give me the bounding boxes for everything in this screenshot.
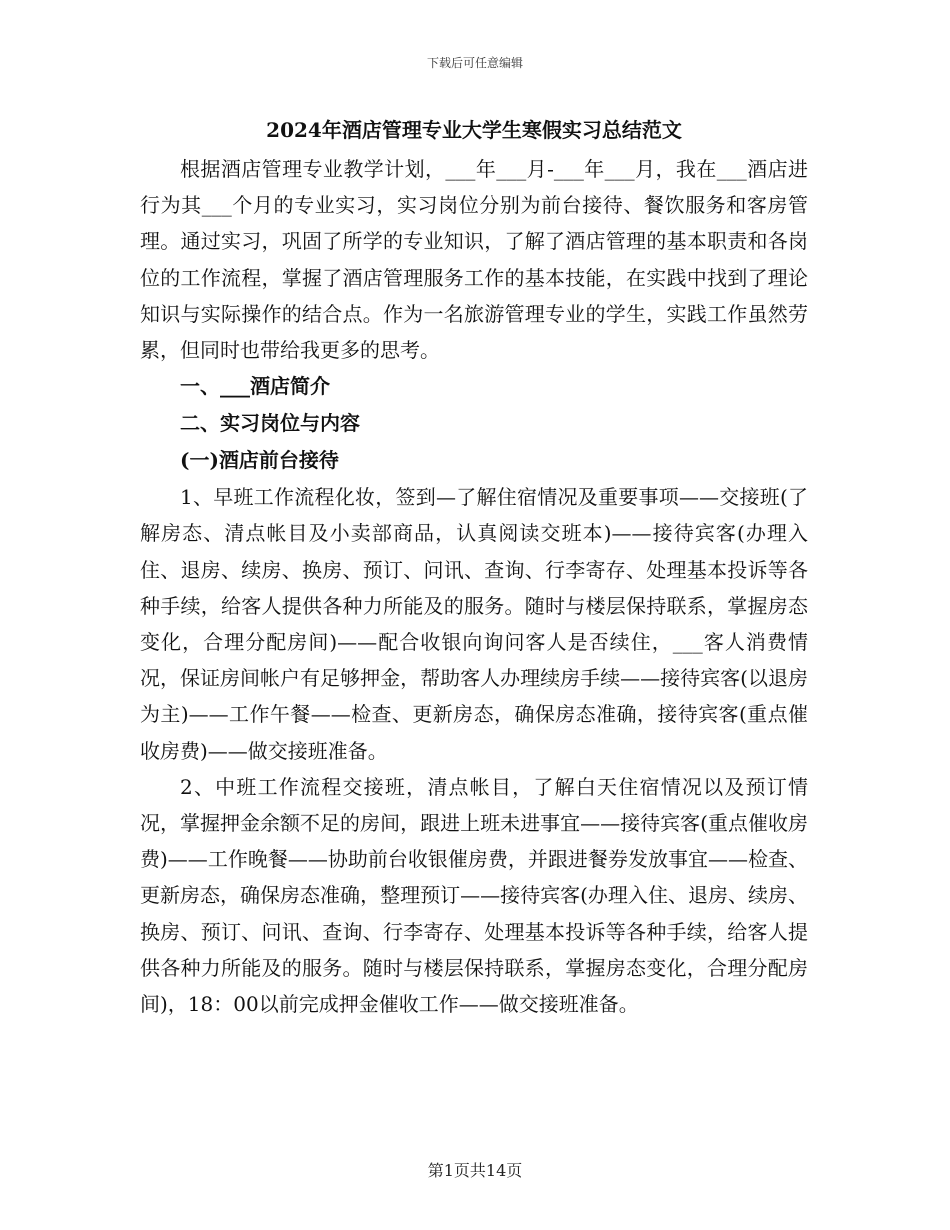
paragraph-morning-shift: 1、早班工作流程化妆，签到—了解住宿情况及重要事项——交接班(了解房态、清点帐目及小卖部商品，认真阅读交班本)——接待宾客(办理入住、退房、续房、换房、预订、问讯、查询、行李寄存、处理基本投诉等各种手续，给客人提供各种力所能及的服务。随时与楼层保持联系，掌握房态变化，合理分配房间)——配合收银向询问客人是否续住，___客人消费情况，保证房间帐户有足够押金，帮助客人办理续房手续——接待宾客(以退房为主)——工作午餐——检查、更新房态，确保房态准确，接待宾客(重点催收房费)——做交接班准备。 (140, 485, 808, 763)
document-title: 2024年酒店管理专业大学生寒假实习总结范文 (266, 118, 682, 142)
section-heading-internship: 二、实习岗位与内容 (180, 411, 360, 436)
intro-paragraph: 根据酒店管理专业教学计划，___年___月-___年___月，我在___酒店进行为其___个月的专业实习，实习岗位分别为前台接待、餐饮服务和客房管理。通过实习，巩固了所学的专业知识，了解了酒店管理的基本职责和各岗位的工作流程，掌握了酒店管理服务工作的基本技能，在实践中找到了理论知识与实际操作的结合点。作为一名旅游管理专业的学生，实践工作虽然劳累，但同时也带给我更多的思考。 (140, 157, 808, 363)
subsection-heading-front-desk: (一)酒店前台接待 (180, 448, 339, 473)
page-number: 第1页共14页 (427, 1161, 523, 1180)
section-heading-hotel-intro: 一、___酒店简介 (180, 374, 330, 399)
document-body (140, 112, 808, 1022)
header-note: 下载后可任意编辑 (426, 56, 523, 70)
paragraph-middle-shift: 2、中班工作流程交接班，清点帐目，了解白天住宿情况以及预订情况，掌握押金余额不足的房间，跟进上班未进事宜——接待宾客(重点催收房费)——工作晚餐——协助前台收银催房费，并跟进餐券发放事宜——检查、更新房态，确保房态准确，整理预订——接待宾客(办理入住、退房、续房、换房、预订、问讯、查询、行李寄存、处理基本投诉等各种手续，给客人提供各种力所能及的服务。随时与楼层保持联系，掌握房态变化，合理分配房间)，18：00以前完成押金催收工作——做交接班准备。 (140, 774, 808, 1017)
